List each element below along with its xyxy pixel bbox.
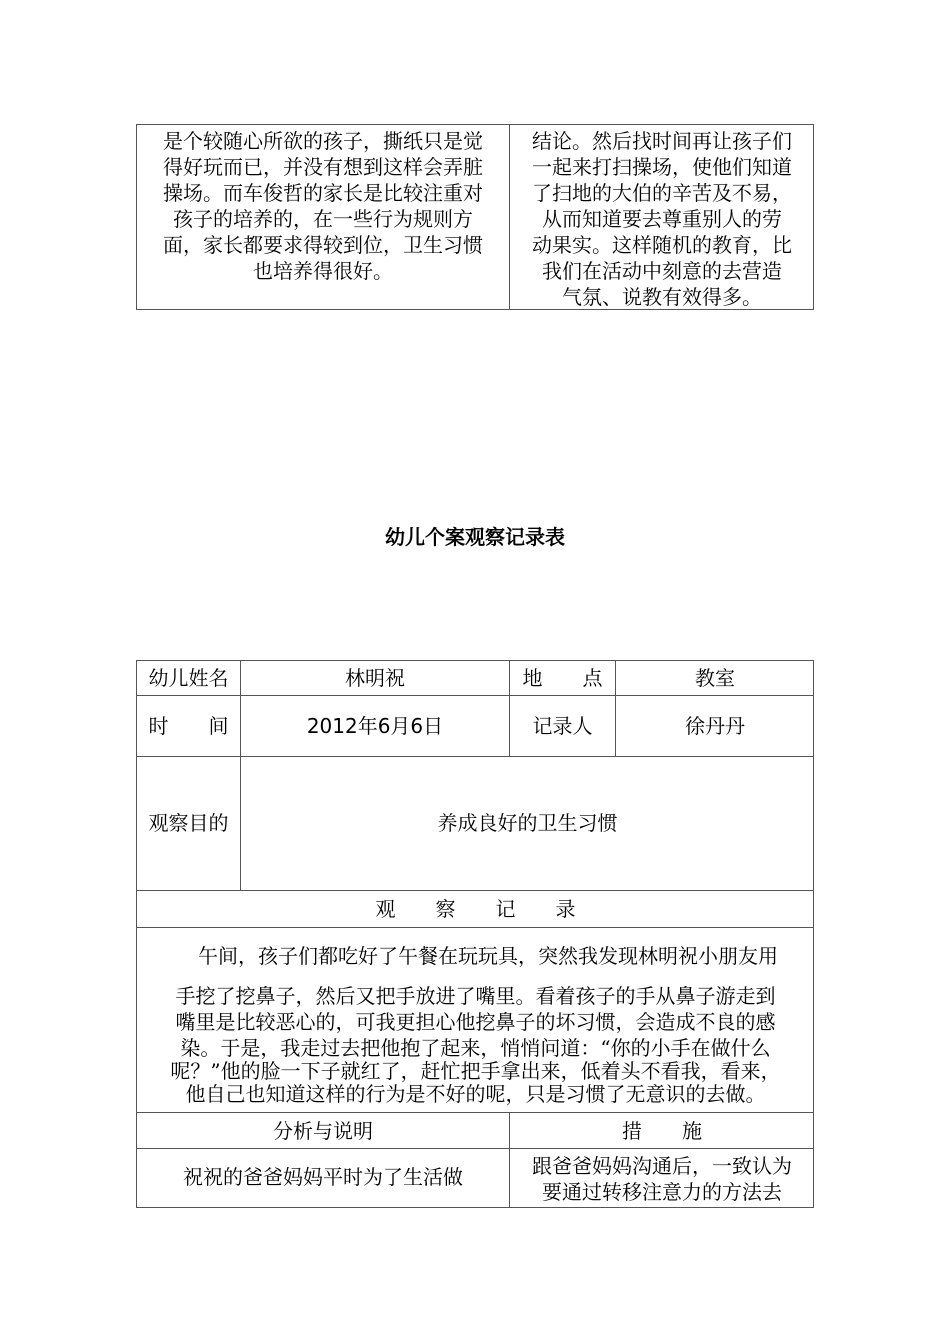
purpose-value: 养成良好的卫生习惯 [437, 811, 618, 835]
place-value: 教室 [695, 666, 735, 690]
analysis-header: 分析与说明 [273, 1119, 373, 1143]
row-line [136, 1148, 814, 1149]
col-line [240, 660, 241, 890]
row-line [136, 1112, 814, 1113]
top-right-line-4: 从而知道要去尊重别人的劳 [542, 207, 782, 231]
name-value: 林明祝 [345, 666, 405, 690]
top-right-line-7: 气氛、说教有效得多。 [562, 285, 762, 309]
record-line-2: 手挖了挖鼻子，然后又把手放进了嘴里。看着孩子的手从鼻子游走到 [175, 984, 776, 1008]
record-header: 观 察 记 录 [375, 897, 576, 921]
row-line [136, 890, 814, 891]
row-line [136, 695, 814, 696]
record-line-6: 他自己也知道这样的行为是不好的呢，只是习惯了无意识的去做。 [185, 1082, 766, 1106]
recorder-label: 记录人 [532, 714, 593, 738]
measures-line-1: 跟爸爸妈妈沟通后，一致认为 [532, 1154, 792, 1178]
record-line-3: 嘴里是比较恶心的，可我更担心他挖鼻子的坏习惯，会造成不良的感 [175, 1010, 776, 1034]
analysis-line-1: 祝祝的爸爸妈妈平时为了生活做 [183, 1165, 463, 1189]
top-right-line-5: 动果实。这样随机的教育，比 [532, 233, 792, 257]
record-line-4: 染。于是，我走过去把他抱了起来，悄悄问道：“你的小手在做什么 [180, 1036, 771, 1060]
name-label: 幼儿姓名 [148, 666, 229, 690]
place-label: 地 点 [522, 666, 603, 690]
recorder-value: 徐丹丹 [685, 714, 745, 738]
top-right-line-1: 结论。然后找时间再让孩子们 [532, 129, 792, 153]
top-left-line-1: 是个较随心所欲的孩子，撕纸只是觉 [163, 129, 483, 153]
time-label: 时 间 [148, 714, 229, 738]
top-left-line-3: 操场。而车俊哲的家长是比较注重对 [163, 181, 483, 205]
top-left-line-4: 孩子的培养的，在一些行为规则方 [173, 207, 473, 231]
page-title: 幼儿个案观察记录表 [385, 525, 565, 549]
top-right-line-2: 一起来打扫操场，使他们知道 [532, 155, 792, 179]
record-line-1: 午间，孩子们都吃好了午餐在玩玩具，突然我发现林明祝小朋友用 [178, 944, 778, 968]
top-left-line-2: 得好玩而已，并没有想到这样会弄脏 [163, 155, 483, 179]
purpose-label: 观察目的 [148, 811, 229, 835]
top-right-line-6: 我们在活动中刻意的去营造 [542, 259, 782, 283]
top-right-line-3: 了扫地的大伯的辛苦及不易， [532, 181, 792, 205]
row-line [136, 756, 814, 757]
time-value: 2012年6月6日 [306, 714, 444, 738]
measures-header: 措 施 [622, 1119, 702, 1143]
row-line [136, 927, 814, 928]
measures-line-2: 要通过转移注意力的方法去 [542, 1180, 782, 1204]
top-left-line-6: 也培养得很好。 [253, 259, 393, 283]
record-line-5: 呢？”他的脸一下子就红了，赶忙把手拿出来，低着头不看我，看来， [170, 1059, 781, 1083]
top-left-line-5: 面，家长都要求得较到位，卫生习惯 [163, 233, 483, 257]
